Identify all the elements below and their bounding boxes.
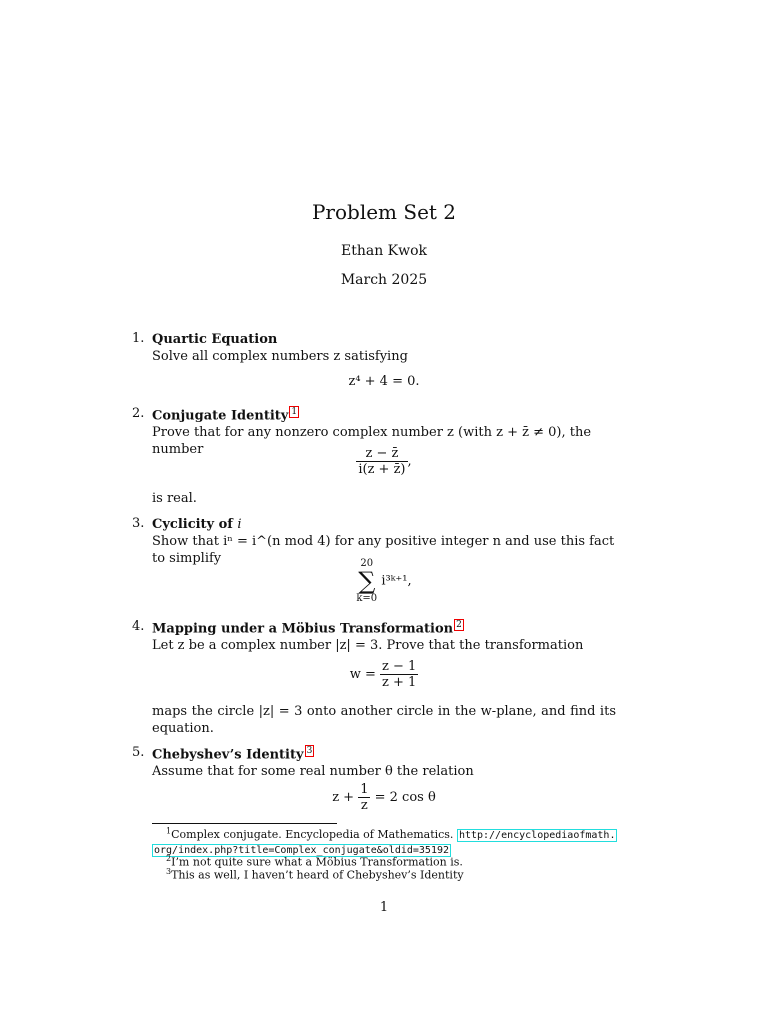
sum-lower-limit: k=0	[356, 593, 378, 604]
equation	[152, 558, 616, 604]
fraction	[380, 659, 418, 690]
footnote-text: I’m not quite sure what a Möbius Transformation is.	[171, 855, 463, 869]
fraction-denominator: z	[360, 798, 368, 813]
fraction-numerator: 1	[360, 782, 369, 797]
fraction	[358, 782, 370, 813]
problem-text: Prove that for any nonzero complex number z (with z + z̄ ≠ 0), the number	[152, 425, 592, 458]
problem-after-text: maps the circle |z| = 3 onto another circle in the w-plane, and find its equation.	[152, 704, 616, 736]
equation	[152, 782, 616, 813]
footnote-mark: 2	[166, 854, 172, 863]
sum-term: i³ᵏ⁺¹,	[381, 573, 412, 589]
footnote-url-link[interactable]: org/index.php?title=Complex_conjugate&oldid=35192	[154, 844, 450, 856]
problem-text: Show that iⁿ = i^(n mod 4) for any positive integer n and use this fact to simplify	[152, 534, 615, 566]
footnote-mark: 1	[166, 826, 172, 835]
problem-number: 3.	[132, 516, 145, 531]
equation-suffix: ,	[407, 454, 412, 469]
document-author: Ethan Kwok	[340, 243, 428, 259]
equation: z⁴ + 4 = 0.	[348, 374, 420, 389]
footnote-link[interactable]: 3	[306, 746, 313, 756]
problem-heading: Quartic Equation	[152, 332, 278, 347]
footnote-mark: 3	[166, 867, 172, 876]
problem-text: Assume that for some real number θ the relation	[152, 764, 474, 780]
problem-4	[152, 619, 616, 654]
sigma-symbol: ∑	[358, 567, 376, 595]
document-title: Problem Set 2	[311, 200, 457, 224]
document-date: March 2025	[340, 272, 428, 288]
fraction-denominator: z + 1	[382, 675, 417, 690]
equation	[152, 659, 616, 690]
equation-rhs: = 2 cos θ	[374, 790, 436, 805]
equation-lhs: z +	[332, 790, 355, 805]
fraction-numerator: z − 1	[382, 659, 417, 674]
problem-heading: Mapping under a Möbius Transformation	[152, 621, 454, 637]
problem-number: 5.	[132, 745, 145, 760]
footnote-url-link[interactable]: http://encyclopediaofmath.	[458, 829, 616, 841]
footnote-3	[152, 865, 636, 883]
problem-number: 2.	[132, 406, 145, 421]
problem-after-text: is real.	[152, 491, 197, 506]
footnote-text: This as well, I haven’t heard of Chebyshev’s Identity	[171, 868, 464, 882]
summation	[356, 558, 377, 604]
fraction-numerator: z − z̄	[356, 446, 407, 462]
footnote-text: Complex conjugate. Encyclopedia of Mathematics.	[171, 827, 454, 841]
footnote-link[interactable]: 1	[291, 407, 298, 417]
footnote-link[interactable]: 2	[456, 620, 462, 630]
problem-text: Let z be a complex number |z| = 3. Prove that the transformation	[152, 638, 584, 654]
problem-heading: Conjugate Identity	[152, 408, 289, 424]
problem-number: 1.	[132, 331, 145, 346]
fraction-denominator: i(z + z̄)	[358, 462, 406, 477]
problem-1	[152, 331, 616, 365]
page-number: 1	[379, 900, 389, 915]
equation-lhs: w =	[349, 667, 376, 682]
problem-5	[152, 745, 616, 780]
problem-heading: Chebyshev’s Identity	[152, 747, 304, 763]
sum-upper-limit: 20	[360, 558, 374, 569]
problem-number: 4.	[132, 619, 145, 634]
problem-text: Solve all complex numbers z satisfying	[152, 349, 408, 364]
equation	[152, 446, 616, 477]
fraction	[356, 446, 407, 477]
problem-heading: Cyclicity of i	[152, 517, 242, 532]
